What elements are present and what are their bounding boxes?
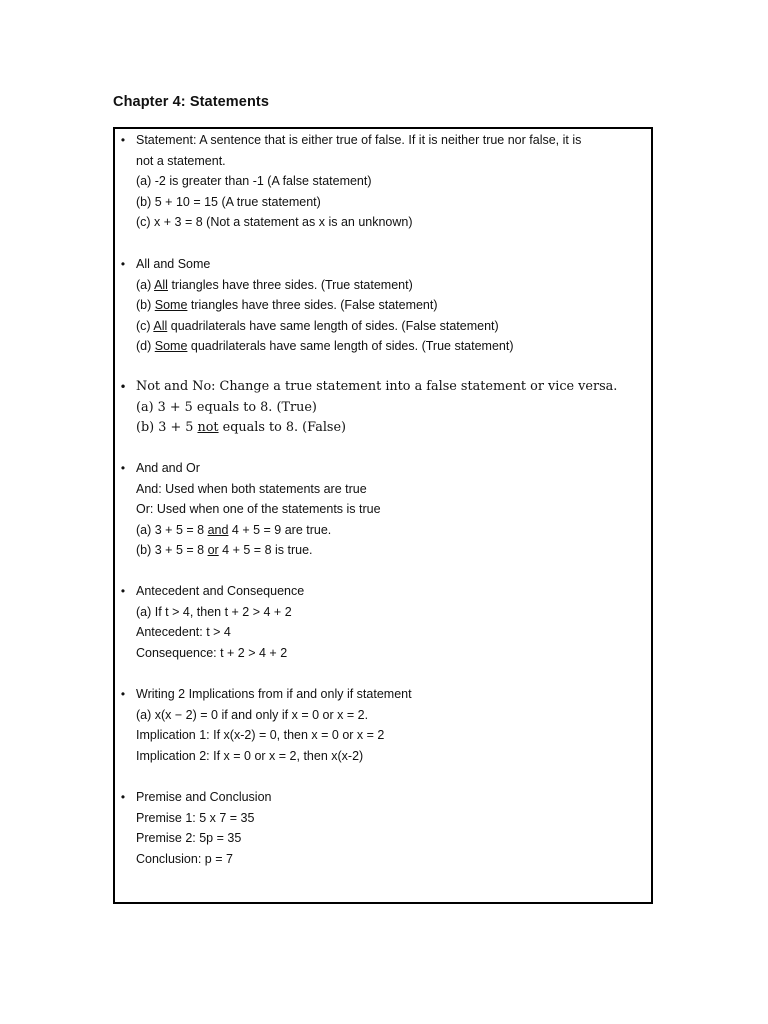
- line-text: Not and No: Change a true statement into a false statement or vice versa.: [136, 379, 618, 394]
- underlined-word: Some: [154, 339, 188, 354]
- list-item: [115, 275, 635, 296]
- line-text: Or: Used when one of the statements is true: [136, 502, 381, 517]
- list-item: [115, 705, 635, 726]
- line-text: All and Some: [136, 257, 211, 271]
- bullet-icon: •: [120, 133, 126, 147]
- line-text: Implication 1: If x(x-2) = 0, then x = 0 or x = 2: [136, 728, 385, 743]
- list-item: [115, 828, 635, 849]
- list-item: [115, 398, 635, 419]
- line-text: (c): [136, 318, 154, 333]
- line-text: Writing 2 Implications from if and only if statement: [136, 687, 412, 701]
- section-implications: [115, 684, 635, 766]
- list-item: [115, 316, 635, 337]
- line-text: Antecedent and Consequence: [136, 584, 305, 598]
- bullet-icon: •: [120, 257, 126, 271]
- line-text: (b) 3 + 5: [136, 420, 198, 436]
- line-text: not a statement.: [136, 153, 226, 168]
- list-item: [115, 808, 635, 829]
- page-title: Chapter 4: Statements: [113, 94, 269, 110]
- line-text: Consequence: t + 2 > 4 + 2: [136, 645, 288, 660]
- list-item: [115, 377, 635, 398]
- list-item: [115, 254, 635, 275]
- line-text: quadrilaterals have same length of sides. (True statement): [187, 339, 514, 354]
- line-text: Statement: A sentence that is either true of false. If it is neither true nor false, it is: [136, 133, 582, 147]
- line-text: (a) x(x − 2) = 0 if and only if x = 0 or x = 2.: [136, 707, 369, 722]
- line-text: Premise 1: 5 x 7 = 35: [136, 810, 255, 825]
- line-text: equals to 8. (False): [218, 420, 347, 436]
- line-text: (b): [136, 298, 155, 313]
- line-text: (a) 3 + 5 = 8: [136, 522, 208, 537]
- list-item: [115, 602, 635, 623]
- line-text: quadrilaterals have same length of sides. (False statement): [167, 318, 499, 333]
- section-not-and-no: [115, 377, 635, 439]
- line-text: Premise 2: 5p = 35: [136, 831, 242, 846]
- bullet-icon: •: [120, 687, 126, 701]
- bullet-icon: •: [119, 380, 127, 394]
- line-text: (c) x + 3 = 8 (Not a statement as x is an unknown): [136, 215, 413, 230]
- line-text: Conclusion: p = 7: [136, 851, 233, 866]
- line-text: 4 + 5 = 9 are true.: [228, 522, 332, 537]
- underlined-word: All: [154, 277, 168, 292]
- line-text: And and Or: [136, 461, 200, 475]
- list-item: [115, 849, 635, 870]
- list-item: [115, 787, 635, 808]
- list-item: [115, 458, 635, 479]
- line-text: (b) 3 + 5 = 8: [136, 543, 208, 558]
- line-text: Implication 2: If x = 0 or x = 2, then x(x-2): [136, 748, 364, 763]
- line-text: (a) 3 + 5 equals to 8. (True): [136, 399, 317, 415]
- line-text: (a) If t > 4, then t + 2 > 4 + 2: [136, 604, 292, 619]
- list-item: [115, 499, 635, 520]
- line-text: triangles have three sides. (True statement): [167, 277, 413, 292]
- list-item: [115, 418, 635, 439]
- list-item: [115, 151, 635, 172]
- list-item: [115, 622, 635, 643]
- section-premise-conclusion: [115, 787, 635, 869]
- list-item: [115, 336, 635, 357]
- line-text: Premise and Conclusion: [136, 790, 272, 804]
- underlined-word: not: [197, 420, 219, 436]
- list-item: [115, 684, 635, 705]
- underlined-word: Some: [154, 298, 188, 313]
- line-text: And: Used when both statements are true: [136, 481, 367, 496]
- section-statement: [115, 130, 635, 233]
- line-text: (a) -2 is greater than -1 (A false statement): [136, 174, 372, 189]
- line-text: (d): [136, 339, 155, 354]
- list-item: [115, 725, 635, 746]
- bullet-icon: •: [120, 461, 126, 475]
- line-text: (b) 5 + 10 = 15 (A true statement): [136, 194, 321, 209]
- section-all-and-some: [115, 254, 635, 357]
- list-item: [115, 643, 635, 664]
- list-item: [115, 520, 635, 541]
- content-box: [113, 127, 653, 904]
- list-item: [115, 130, 635, 151]
- section-antecedent-consequence: [115, 581, 635, 663]
- bullet-icon: •: [120, 584, 126, 598]
- line-text: (a): [136, 277, 155, 292]
- list-item: [115, 581, 635, 602]
- underlined-word: All: [153, 318, 168, 333]
- list-item: [115, 746, 635, 767]
- list-item: [115, 540, 635, 561]
- list-item: [115, 171, 635, 192]
- line-text: triangles have three sides. (False statement): [187, 298, 438, 313]
- underlined-word: or: [207, 543, 219, 558]
- line-text: Antecedent: t > 4: [136, 625, 231, 640]
- list-item: [115, 479, 635, 500]
- underlined-word: and: [207, 522, 229, 537]
- section-and-and-or: [115, 458, 635, 561]
- list-item: [115, 192, 635, 213]
- list-item: [115, 295, 635, 316]
- bullet-icon: •: [120, 790, 126, 804]
- line-text: 4 + 5 = 8 is true.: [218, 543, 313, 558]
- list-item: [115, 212, 635, 233]
